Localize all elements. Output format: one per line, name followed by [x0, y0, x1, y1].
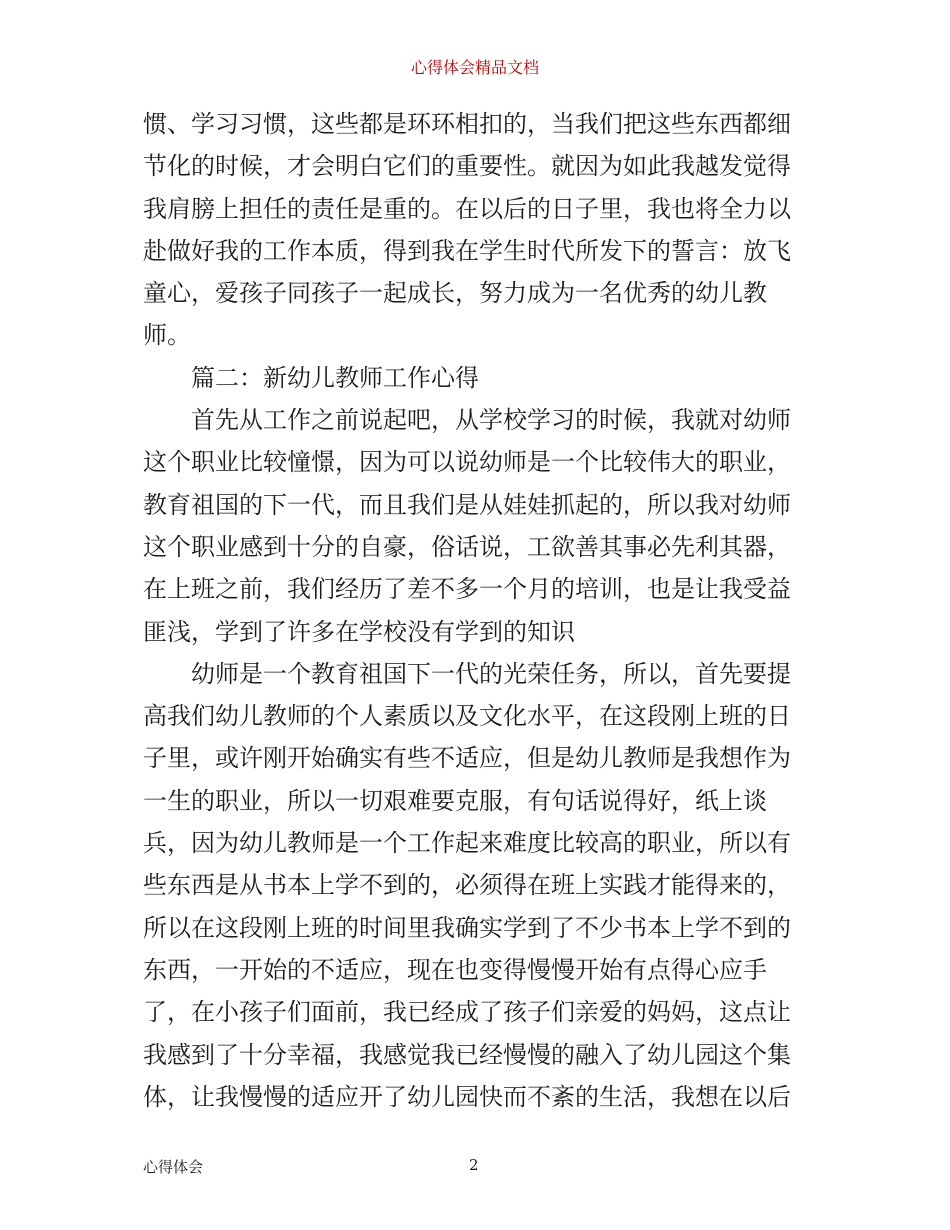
text-line: 子里，或许刚开始确实有些不适应，但是幼儿教师是我想作为 — [143, 744, 791, 773]
text-line: 赴做好我的工作本质，得到我在学生时代所发下的誓言：放飞 — [143, 236, 791, 265]
text-line: 这个职业比较憧憬，因为可以说幼师是一个比较伟大的职业， — [143, 448, 791, 477]
text-line: 体，让我慢慢的适应开了幼儿园快而不紊的生活，我想在以后 — [143, 1082, 791, 1111]
text-line: 首先从工作之前说起吧，从学校学习的时候，我就对幼师 — [191, 406, 791, 435]
text-line: 兵，因为幼儿教师是一个工作起来难度比较高的职业，所以有 — [143, 829, 791, 858]
text-line: 我感到了十分幸福，我感觉我已经慢慢的融入了幼儿园这个集 — [143, 1040, 791, 1069]
text-line: 我肩膀上担任的责任是重的。在以后的日子里，我也将全力以 — [143, 194, 791, 223]
page-number: 2 — [469, 1156, 479, 1174]
footer-label: 心得体会 — [143, 1158, 204, 1176]
text-line: 童心，爱孩子同孩子一起成长，努力成为一名优秀的幼儿教 — [143, 279, 767, 308]
text-line: 这个职业感到十分的自豪，俗话说，工欲善其事必先利其器， — [143, 532, 791, 561]
text-line: 所以在这段刚上班的时间里我确实学到了不少书本上学不到的 — [143, 913, 791, 942]
page-header-title: 心得体会精品文档 — [410, 58, 539, 77]
text-line: 了，在小孩子们面前，我已经成了孩子们亲爱的妈妈，这点让 — [143, 998, 791, 1027]
text-line: 节化的时候，才会明白它们的重要性。就因为如此我越发觉得 — [143, 152, 791, 181]
text-line: 教育祖国的下一代，而且我们是从娃娃抓起的，所以我对幼师 — [143, 490, 791, 519]
text-line: 些东西是从书本上学不到的，必须得在班上实践才能得来的， — [143, 871, 791, 900]
text-line: 在上班之前，我们经历了差不多一个月的培训，也是让我受益 — [143, 575, 791, 604]
text-line: 幼师是一个教育祖国下一代的光荣任务，所以，首先要提 — [191, 659, 791, 688]
text-line: 师。 — [143, 321, 191, 350]
text-line: 东西，一开始的不适应，现在也变得慢慢开始有点得心应手 — [143, 955, 767, 984]
text-line: 高我们幼儿教师的个人素质以及文化水平，在这段刚上班的日 — [143, 702, 791, 731]
text-line: 惯、学习习惯，这些都是环环相扣的，当我们把这些东西都细 — [143, 110, 791, 138]
body-text — [143, 103, 813, 1118]
section-heading: 篇二：新幼儿教师工作心得 — [191, 363, 479, 392]
text-line: 匪浅，学到了许多在学校没有学到的知识 — [143, 617, 575, 646]
text-line: 一生的职业，所以一切艰难要克服，有句话说得好，纸上谈 — [143, 786, 767, 815]
